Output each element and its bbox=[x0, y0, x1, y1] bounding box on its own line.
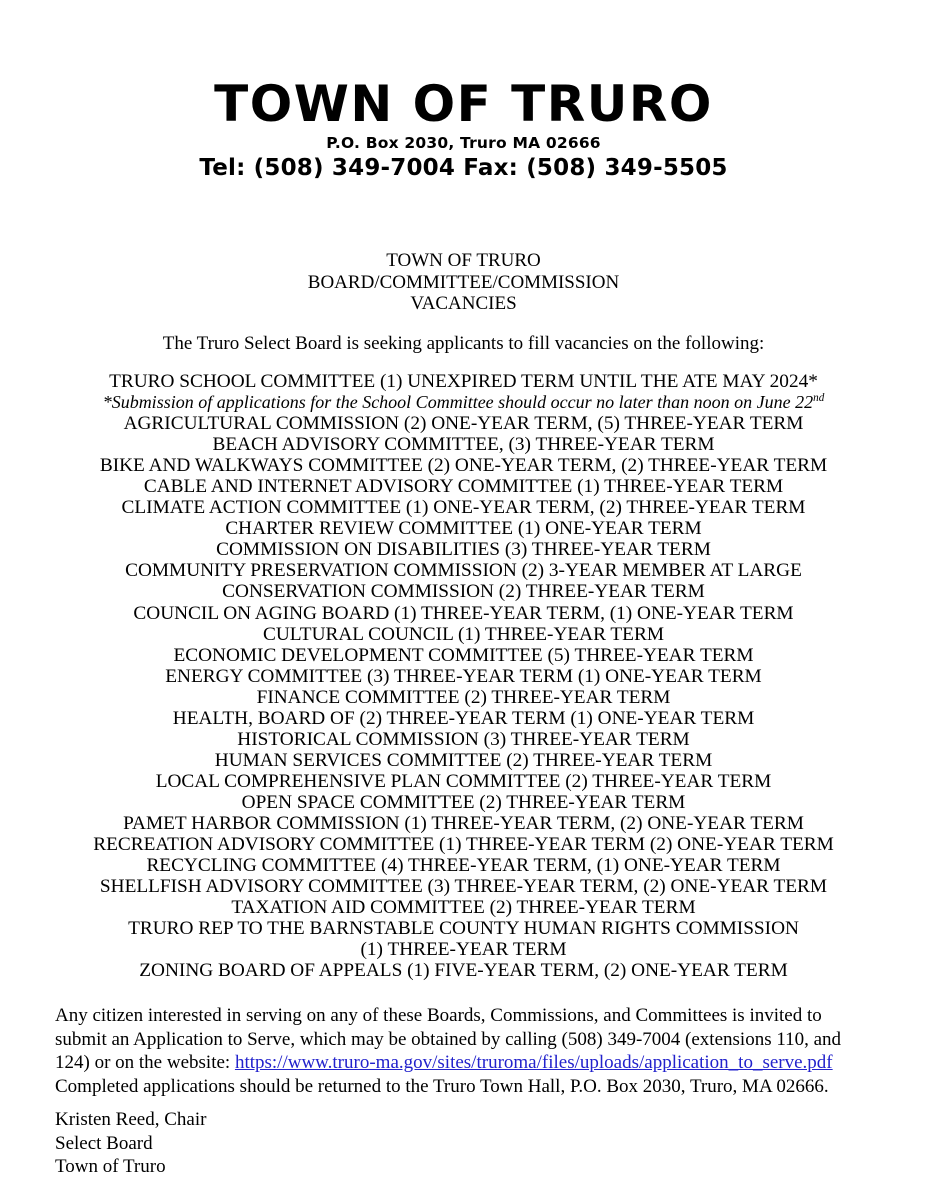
vacancy-item: TRURO SCHOOL COMMITTEE (1) UNEXPIRED TERM UNTIL THE ATE MAY 2024* bbox=[109, 371, 818, 392]
letterhead-address: P.O. Box 2030, Truro MA 02666 bbox=[326, 133, 601, 152]
footnote-ordinal: nd bbox=[813, 392, 825, 405]
letterhead bbox=[0, 75, 927, 182]
vacancy-item: FINANCE COMMITTEE (2) THREE-YEAR TERM bbox=[256, 686, 671, 708]
vacancy-list bbox=[40, 371, 887, 981]
vacancy-item: HISTORICAL COMMISSION (3) THREE-YEAR TERM bbox=[237, 728, 690, 750]
vacancy-item: AGRICULTURAL COMMISSION (2) ONE-YEAR TERM, (5) THREE-YEAR TERM bbox=[123, 413, 804, 435]
footnote-text: *Submission of applications for the School Committee should occur no later than noon on June 22 bbox=[102, 392, 814, 413]
vacancy-item: TRURO REP TO THE BARNSTABLE COUNTY HUMAN RIGHTS COMMISSION bbox=[128, 918, 799, 940]
document-title-block bbox=[0, 250, 927, 315]
signature-block bbox=[55, 1108, 206, 1179]
vacancy-item: HUMAN SERVICES COMMITTEE (2) THREE-YEAR TERM bbox=[214, 749, 713, 771]
closing-text-before-link: Any citizen interested in serving on any of these Boards, Commissions, and Committees is invited to submit an Application to Serve, which may be obtained by calling (508) 349-7004 (extensions 110, and 124) or on the website: bbox=[55, 1005, 842, 1073]
vacancy-item: RECYCLING COMMITTEE (4) THREE-YEAR TERM, (1) ONE-YEAR TERM bbox=[146, 855, 781, 877]
vacancy-item: OPEN SPACE COMMITTEE (2) THREE-YEAR TERM bbox=[241, 791, 686, 813]
vacancy-item: CABLE AND INTERNET ADVISORY COMMITTEE (1) THREE-YEAR TERM bbox=[143, 476, 784, 498]
vacancy-item: (1) THREE-YEAR TERM bbox=[360, 939, 567, 961]
vacancy-item: CHARTER REVIEW COMMITTEE (1) ONE-YEAR TERM bbox=[225, 518, 702, 540]
vacancy-item: RECREATION ADVISORY COMMITTEE (1) THREE-YEAR TERM (2) ONE-YEAR TERM bbox=[93, 834, 834, 856]
closing-paragraph bbox=[55, 1004, 877, 1098]
signer-town: Town of Truro bbox=[55, 1156, 166, 1177]
signer-board: Select Board bbox=[55, 1132, 153, 1154]
vacancy-item: CULTURAL COUNCIL (1) THREE-YEAR TERM bbox=[263, 623, 664, 645]
signer-name: Kristen Reed, Chair bbox=[55, 1109, 207, 1130]
vacancy-item: ENERGY COMMITTEE (3) THREE-YEAR TERM (1) ONE-YEAR TERM bbox=[165, 665, 762, 687]
vacancy-item: CLIMATE ACTION COMMITTEE (1) ONE-YEAR TERM, (2) THREE-YEAR TERM bbox=[121, 497, 806, 519]
vacancy-item: COMMUNITY PRESERVATION COMMISSION (2) 3-YEAR MEMBER AT LARGE bbox=[125, 560, 802, 582]
vacancy-item: BIKE AND WALKWAYS COMMITTEE (2) ONE-YEAR TERM, (2) THREE-YEAR TERM bbox=[99, 455, 828, 477]
school-committee-footnote bbox=[40, 392, 887, 413]
vacancy-item: COMMISSION ON DISABILITIES (3) THREE-YEAR TERM bbox=[216, 539, 711, 561]
vacancy-item: ECONOMIC DEVELOPMENT COMMITTEE (5) THREE-YEAR TERM bbox=[173, 644, 754, 666]
vacancy-item: COUNCIL ON AGING BOARD (1) THREE-YEAR TERM, (1) ONE-YEAR TERM bbox=[133, 602, 794, 624]
title-line-vacancies: VACANCIES bbox=[410, 293, 517, 314]
letterhead-phone-fax: Tel: (508) 349-7004 Fax: (508) 349-5505 bbox=[199, 155, 728, 182]
vacancy-item: SHELLFISH ADVISORY COMMITTEE (3) THREE-YEAR TERM, (2) ONE-YEAR TERM bbox=[99, 876, 828, 898]
vacancy-item: TAXATION AID COMMITTEE (2) THREE-YEAR TERM bbox=[231, 897, 696, 919]
title-line-body-type: BOARD/COMMITTEE/COMMISSION bbox=[307, 271, 620, 293]
vacancy-item: HEALTH, BOARD OF (2) THREE-YEAR TERM (1) ONE-YEAR TERM bbox=[172, 707, 755, 729]
vacancy-item: ZONING BOARD OF APPEALS (1) FIVE-YEAR TERM, (2) ONE-YEAR TERM bbox=[139, 960, 788, 982]
vacancy-item: BEACH ADVISORY COMMITTEE, (3) THREE-YEAR TERM bbox=[212, 434, 715, 456]
title-line-town: TOWN OF TRURO bbox=[386, 250, 541, 271]
letterhead-town-name: TOWN OF TRURO bbox=[214, 75, 713, 133]
application-to-serve-link[interactable]: https://www.truro-ma.gov/sites/truroma/files/uploads/application_to_serve.pdf bbox=[234, 1052, 833, 1073]
closing-text-after-link: Completed applications should be returned to the Truro Town Hall, P.O. Box 2030, Truro, MA 02666. bbox=[55, 1075, 829, 1097]
vacancy-item: PAMET HARBOR COMMISSION (1) THREE-YEAR TERM, (2) ONE-YEAR TERM bbox=[123, 812, 804, 834]
vacancy-item: CONSERVATION COMMISSION (2) THREE-YEAR TERM bbox=[222, 581, 705, 603]
vacancy-item: LOCAL COMPREHENSIVE PLAN COMMITTEE (2) THREE-YEAR TERM bbox=[155, 770, 772, 792]
intro-sentence: The Truro Select Board is seeking applicants to fill vacancies on the following: bbox=[162, 333, 765, 354]
